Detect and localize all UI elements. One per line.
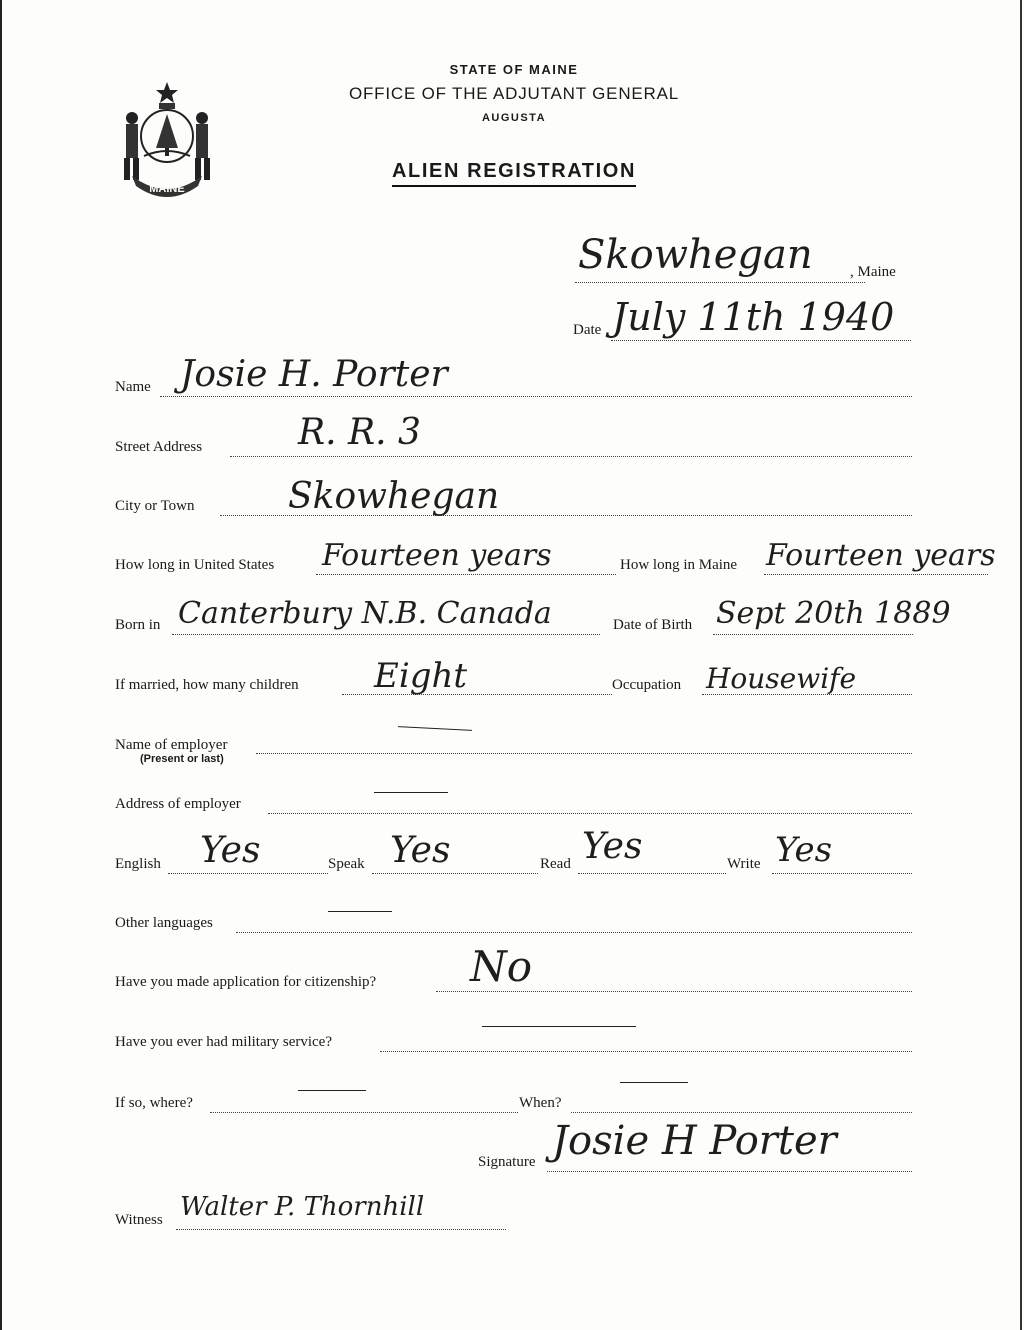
military-label: Have you ever had military service? [115, 1034, 332, 1050]
date-label: Date [573, 322, 602, 338]
children-value: Eight [374, 656, 468, 696]
date-of-birth-value: Sept 20th 1889 [716, 596, 951, 631]
employer-label: Name of employer [115, 737, 228, 753]
name-line [160, 396, 912, 397]
street-label: Street Address [115, 439, 203, 455]
children-label: If married, how many children [115, 677, 299, 693]
how-long-maine-label: How long in Maine [620, 557, 738, 573]
english-label: English [115, 856, 161, 872]
street-line [230, 456, 912, 457]
header-state: STATE OF MAINE [449, 62, 579, 77]
citizenship-value: No [470, 942, 533, 991]
header-office: OFFICE OF THE ADJUTANT GENERAL [348, 84, 680, 103]
occupation-value: Housewife [706, 662, 857, 695]
military-dash [482, 1026, 636, 1027]
speak-value: Yes [390, 830, 451, 871]
form-title [2, 160, 1024, 183]
how-long-us-label: How long in United States [115, 557, 275, 573]
employer-address-label: Address of employer [115, 796, 241, 812]
witness-value: Walter P. Thornhill [180, 1192, 425, 1222]
employer-address-line [268, 813, 912, 814]
born-in-label: Born in [115, 617, 161, 633]
citizenship-label: Have you made application for citizenship? [115, 974, 377, 990]
employer-note: (Present or last) [140, 753, 224, 765]
name-value: Josie H. Porter [180, 354, 448, 395]
read-value: Yes [582, 826, 643, 867]
employer-line [256, 753, 912, 754]
header-city: AUGUSTA [481, 112, 547, 124]
date-value: July 11th 1940 [612, 295, 895, 339]
when-dash [620, 1082, 688, 1083]
how-long-maine-value: Fourteen years [766, 538, 996, 573]
signature-line [547, 1171, 912, 1172]
scan-border-left [0, 0, 2, 1330]
occupation-label: Occupation [612, 677, 682, 693]
how-long-maine-line [764, 574, 988, 575]
street-value: R. R. 3 [298, 412, 421, 453]
name-label: Name [115, 379, 151, 395]
city-label: City or Town [115, 498, 195, 514]
english-line [168, 873, 328, 874]
when-label: When? [519, 1095, 562, 1111]
form-title-text: ALIEN REGISTRATION [392, 160, 636, 187]
scan-border-right [1020, 0, 1022, 1330]
where-line [210, 1112, 518, 1113]
how-long-us-value: Fourteen years [322, 538, 552, 573]
children-underline-mark [398, 726, 472, 731]
where-dash [298, 1090, 366, 1091]
other-languages-label: Other languages [115, 915, 213, 931]
maine-label: , Maine [850, 264, 896, 280]
signature-value: Josie H Porter [552, 1118, 837, 1164]
date-line [611, 340, 911, 341]
speak-label: Speak [328, 856, 365, 872]
how-long-us-line [316, 574, 616, 575]
date-of-birth-label: Date of Birth [613, 617, 693, 633]
where-label: If so, where? [115, 1095, 193, 1111]
seal-banner-text: MAINE [149, 183, 185, 195]
town-line [575, 282, 865, 283]
witness-label: Witness [115, 1212, 163, 1228]
born-in-line [172, 634, 600, 635]
when-line [571, 1112, 912, 1113]
date-of-birth-line [713, 634, 913, 635]
write-line [772, 873, 912, 874]
employer-address-dash [374, 792, 448, 793]
city-value: Skowhegan [288, 476, 500, 517]
town-value: Skowhegan [578, 232, 813, 278]
witness-line [176, 1229, 506, 1230]
read-label: Read [540, 856, 571, 872]
write-label: Write [727, 856, 761, 872]
citizenship-line [436, 991, 912, 992]
other-languages-dash [328, 911, 392, 912]
military-line [380, 1051, 912, 1052]
other-languages-line [236, 932, 912, 933]
write-value: Yes [775, 830, 833, 870]
signature-label: Signature [478, 1154, 536, 1170]
speak-line [372, 873, 538, 874]
read-line [578, 873, 726, 874]
born-in-value: Canterbury N.B. Canada [178, 596, 552, 631]
english-value: Yes [200, 830, 261, 871]
